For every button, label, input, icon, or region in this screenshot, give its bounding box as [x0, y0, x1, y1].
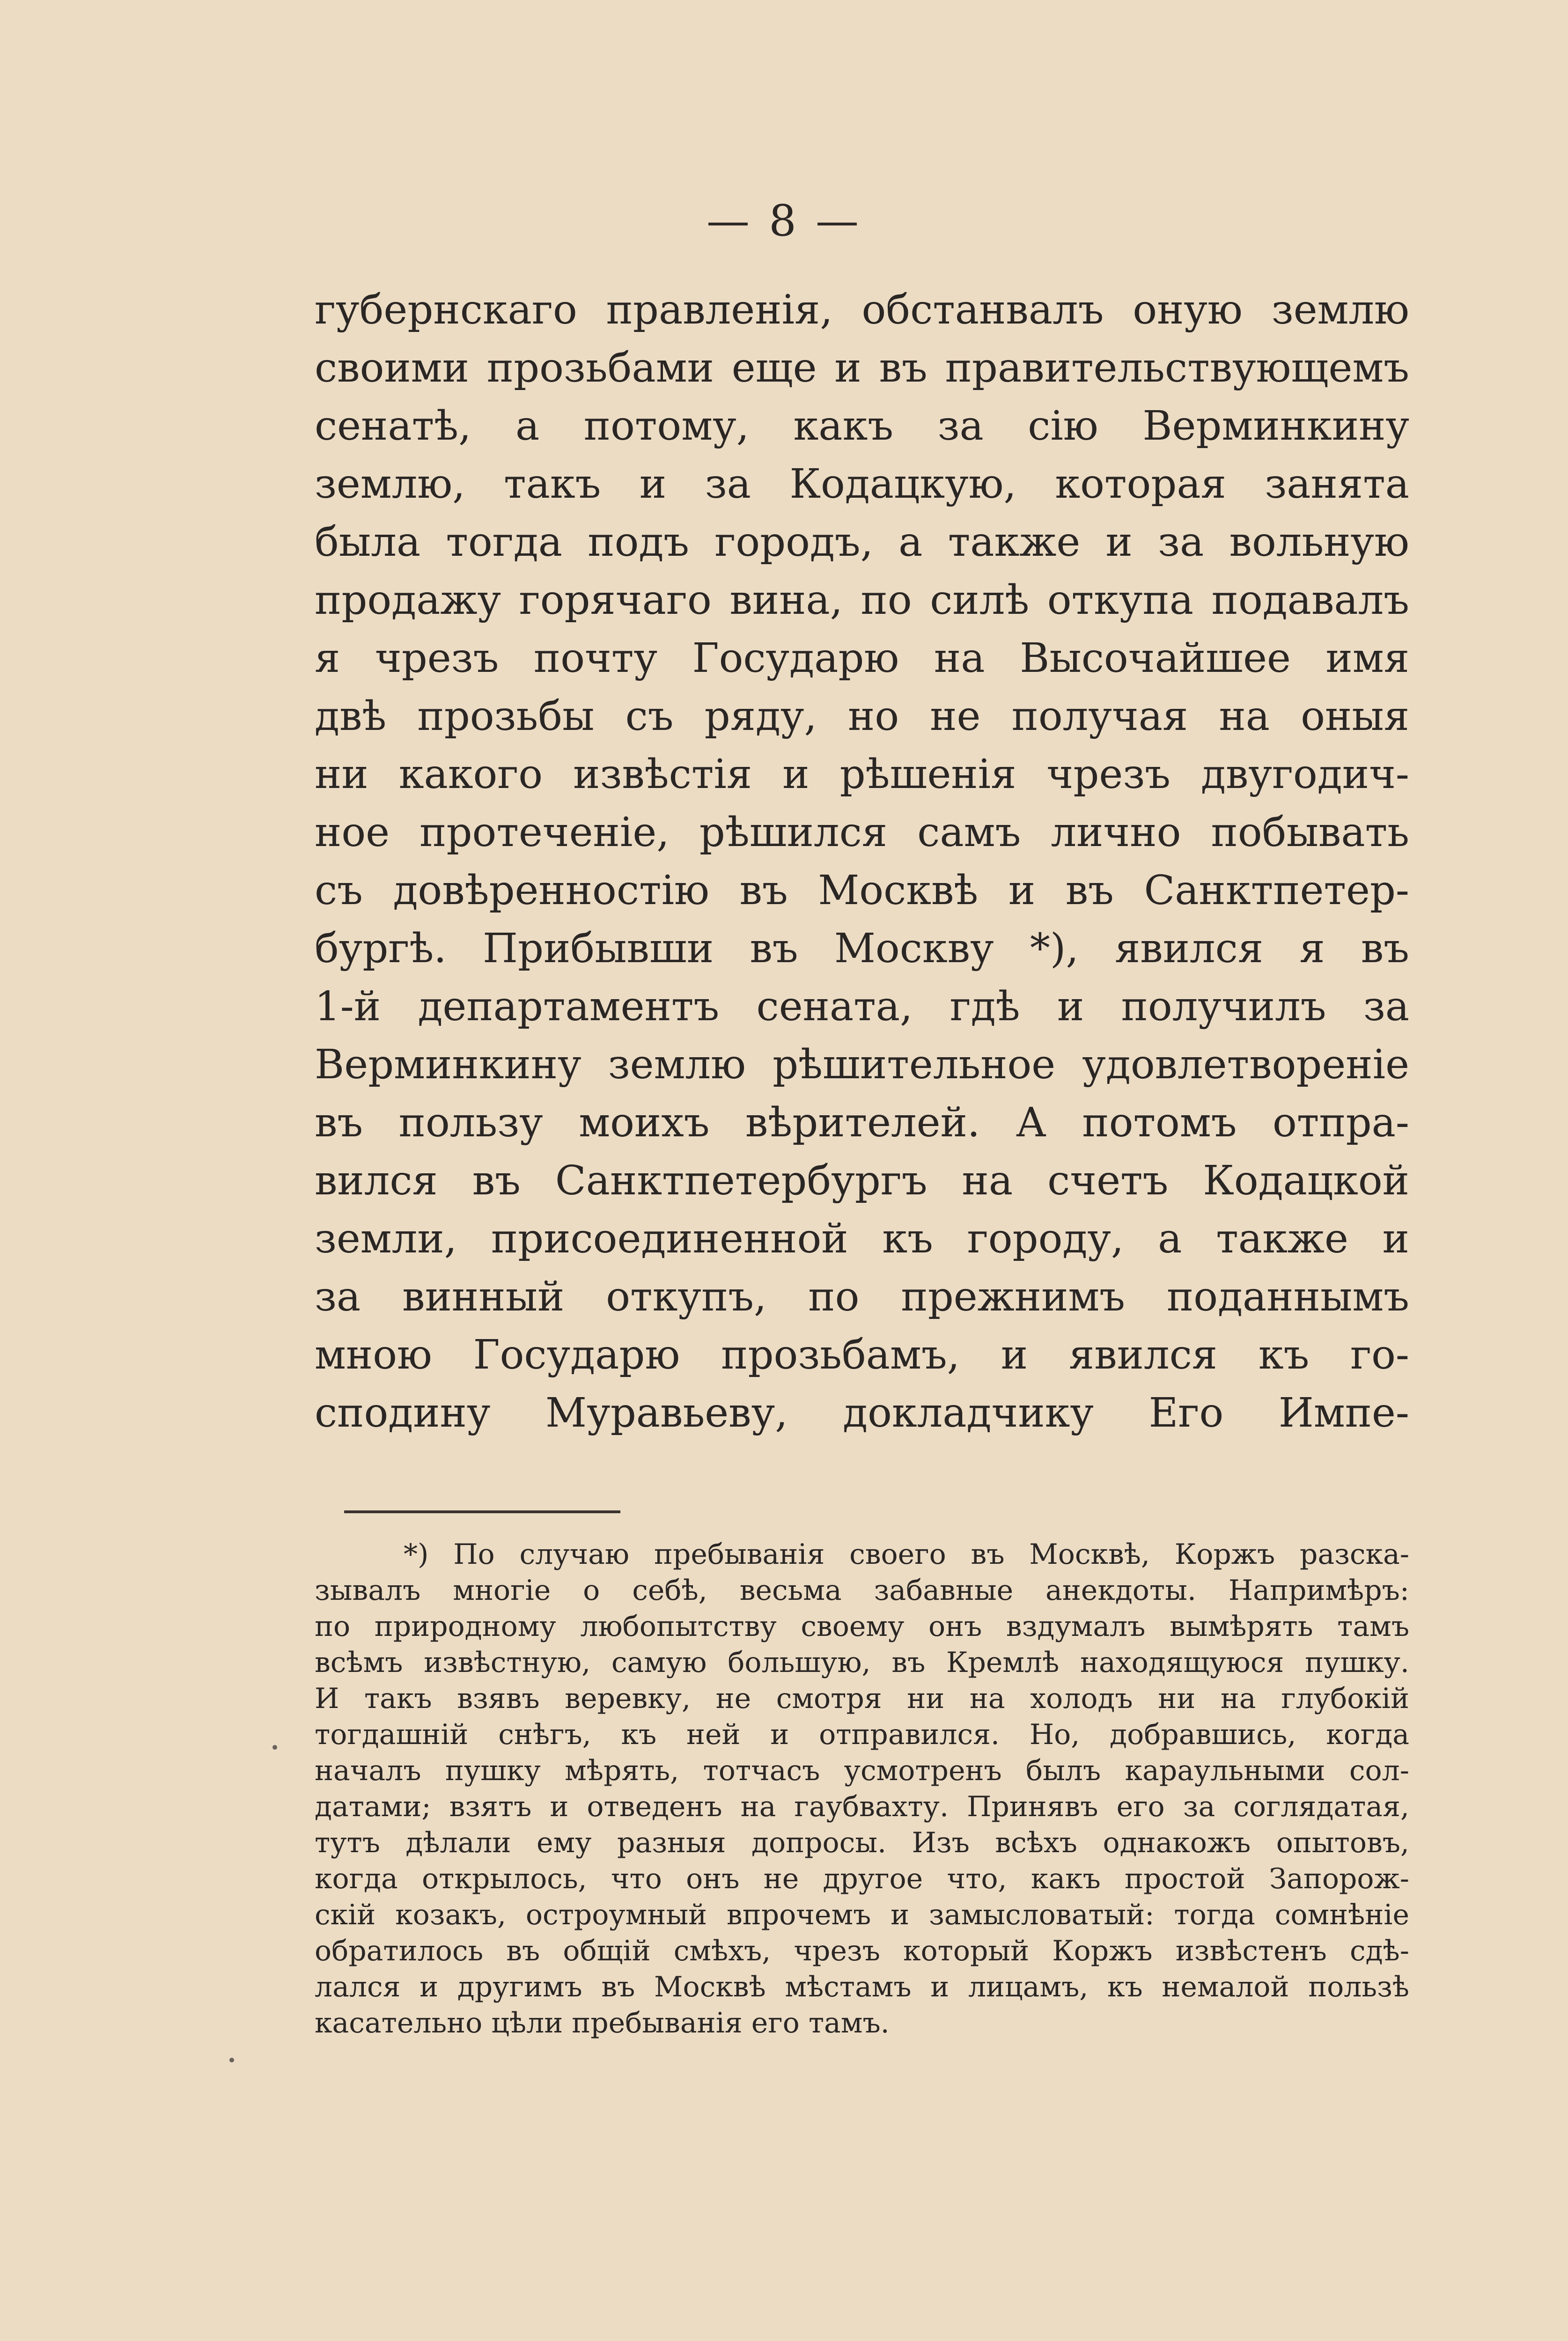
text-line: вился въ Санктпетербургъ на счетъ Кодацкой — [315, 1157, 1409, 1204]
text-line: Верминкину землю рѣшительное удовлетвореніе — [315, 1041, 1409, 1088]
text-line: была тогда подъ городъ, а также и за вольную — [315, 519, 1409, 566]
footnote-line: тутъ дѣлали ему разныя допросы. Изъ всѣхъ однакожъ опытовъ, — [315, 1826, 1409, 1859]
footnote-line: тогдашній снѣгъ, къ ней и отправился. Но, добравшись, когда — [315, 1718, 1409, 1751]
footnote-line: *) По случаю пребыванія своего въ Москвѣ, Коржъ разска- — [404, 1538, 1409, 1571]
text-line: землю, такъ и за Кодацкую, которая занята — [315, 461, 1409, 508]
text-line: сенатѣ, а потому, какъ за сію Верминкину — [315, 403, 1409, 449]
footnote-line: датами; взятъ и отведенъ на гаубвахту. Принявъ его за соглядатая, — [315, 1790, 1409, 1823]
footnote-line: скій козакъ, остроумный впрочемъ и замысловатый: тогда сомнѣніе — [315, 1899, 1409, 1931]
text-line: двѣ прозьбы съ ряду, но не получая на оныя — [315, 693, 1409, 740]
text-line: губернскаго правленія, обстанвалъ оную землю — [315, 287, 1409, 333]
footnote-block — [315, 1537, 1409, 2041]
text-line: съ довѣренностію въ Москвѣ и въ Санктпетер- — [315, 867, 1409, 914]
footnote-line: когда открылось, что онъ не другое что, какъ простой Запорож- — [315, 1862, 1409, 1895]
text-line: ни какого извѣстія и рѣшенія чрезъ двугодич- — [315, 751, 1409, 798]
footnote-divider — [344, 1510, 620, 1513]
footnote-line: касательно цѣли пребыванія его тамъ. — [315, 2007, 890, 2039]
footnote-line: зывалъ многіе о себѣ, весьма забавные анекдоты. Напримѣръ: — [315, 1574, 1409, 1607]
footnote-line: И такъ взявъ веревку, не смотря ни на холодъ ни на глубокій — [315, 1682, 1409, 1715]
footnote-line: всѣмъ извѣстную, самую большую, въ Кремлѣ находящуюся пушку. — [315, 1646, 1409, 1679]
text-line: своими прозьбами еще и въ правительствующемъ — [315, 345, 1409, 391]
text-line: продажу горячаго вина, по силѣ откупа подавалъ — [315, 577, 1409, 624]
footnote-line: по природному любопытству своему онъ вздумалъ вымѣрять тамъ — [315, 1610, 1409, 1643]
text-line: ное протеченіе, рѣшился самъ лично побывать — [315, 809, 1409, 856]
footnote-line: лался и другимъ въ Москвѣ мѣстамъ и лицамъ, къ немалой пользѣ — [315, 1971, 1409, 2003]
main-text-block — [315, 281, 1409, 1442]
paper-speck — [272, 1745, 277, 1750]
footnote-line: началъ пушку мѣрять, тотчасъ усмотренъ былъ караульными сол- — [315, 1754, 1409, 1787]
text-line: за винный откупъ, по прежнимъ поданнымъ — [315, 1274, 1409, 1320]
text-line: мною Государю прозьбамъ, и явился къ го- — [315, 1332, 1409, 1378]
text-line: 1-й департаментъ сената, гдѣ и получилъ за — [315, 983, 1409, 1030]
text-line: земли, присоединенной къ городу, а также и — [315, 1215, 1409, 1262]
text-line: въ пользу моихъ вѣрителей. А потомъ отпра- — [315, 1099, 1409, 1146]
text-line: бургѣ. Прибывши въ Москву *), явился я въ — [315, 925, 1409, 972]
text-line: сподину Муравьеву, докладчику Его Импе- — [315, 1390, 1409, 1436]
paper-speck — [229, 2058, 234, 2062]
footnote-line: обратилось въ общій смѣхъ, чрезъ который Коржъ извѣстенъ сдѣ- — [315, 1935, 1409, 1967]
page-number: — 8 — — [706, 196, 862, 246]
text-line: я чрезъ почту Государю на Высочайшее имя — [315, 635, 1409, 682]
